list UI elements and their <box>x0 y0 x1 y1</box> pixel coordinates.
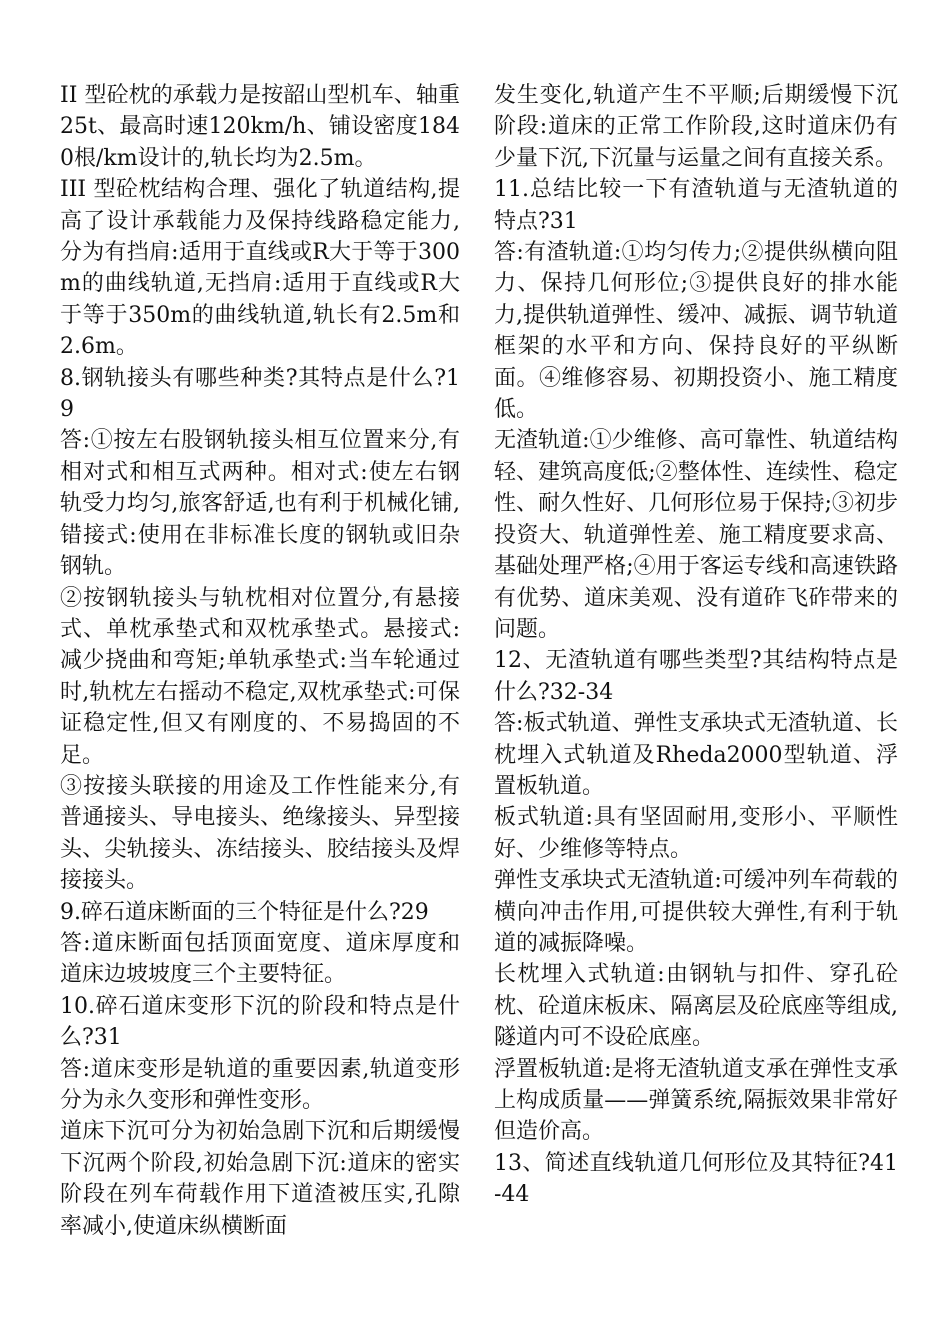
paragraph: 无渣轨道:①少维修、高可靠性、轨道结构轻、建筑高度低;②整体性、连续性、稳定性、耐久性好、几何形位易于保持;③初步投资大、轨道弹性差、施工精度要求高、基础处理严格;④用于客运专线和高速铁路有优势、道床美观、没有道砟飞砟带来的问题。 <box>494 428 898 642</box>
paragraph: III 型砼枕结构合理、强化了轨道结构,提高了设计承载能力及保持线路稳定能力, 分为有挡肩:适用于直线或R大于等于300m的曲线轨道,无挡肩:适用于直线或R大于等于350m的曲线轨道,轨长有2.5m和2.6m。 <box>60 177 481 360</box>
paragraph: 发生变化,轨道产生不平顺;后期缓慢下沉阶段:道床的正常工作阶段,这时道床仍有少量下沉,下沉量与运量之间有直接关系。 <box>494 83 898 171</box>
answer-paragraph: 答:道床断面包括顶面宽度、道床厚度和道床边坡坡度三个主要特征。 <box>60 930 460 988</box>
paragraph: 弹性支承块式无渣轨道:可缓冲列车荷载的横向冲击作用,可提供较大弹性,有利于轨道的减振降噪。 <box>494 868 898 956</box>
paragraph: 道床下沉可分为初始急剧下沉和后期缓慢下沉两个阶段,初始急剧下沉:道床的密实阶段在列车荷载作用下道渣被压实,孔隙率减小,使道床纵横断面 <box>60 1119 460 1239</box>
paragraph: ②按钢轨接头与轨枕相对位置分,有悬接式、单枕承垫式和双枕承垫式。悬接式:减少挠曲和弯矩;单轨承垫式:当车轮通过时,轨枕左右摇动不稳定,双枕承垫式:可保证稳定性,但又有刚度的、不易捣固的不足。 <box>60 585 460 768</box>
answer-paragraph: 答:①按左右股钢轨接头相互位置来分,有相对式和相互式两种。相对式:使左右钢轨受力均匀,旅客舒适,也有利于机械化铺,错接式:使用在非标准长度的钢轨或旧杂钢轨。 <box>60 428 460 580</box>
paragraph: II 型砼枕的承载力是按韶山型机车、轴重25t、最高时速120km/h、铺设密度1840根/km设计的,轨长均为2.5m。 <box>60 83 460 171</box>
question-heading: 11.总结比较一下有渣轨道与无渣轨道的特点?31 <box>494 177 898 234</box>
answer-paragraph: 答:道床变形是轨道的重要因素,轨道变形分为永久变形和弹性变形。 <box>60 1056 460 1113</box>
right-column <box>494 80 898 1211</box>
paragraph: 板式轨道:具有坚固耐用,变形小、平顺性好、少维修等特点。 <box>494 805 898 862</box>
answer-paragraph: 答:板式轨道、弹性支承块式无渣轨道、长枕埋入式轨道及Rheda2000型轨道、浮置板轨道。 <box>494 711 898 799</box>
question-heading: 13、简述直线轨道几何形位及其特征?41-44 <box>494 1150 898 1208</box>
question-heading: 12、无渣轨道有哪些类型?其结构特点是什么?32-34 <box>494 648 898 705</box>
question-heading: 10.碎石道床变形下沉的阶段和特点是什么?31 <box>60 993 460 1051</box>
left-column <box>60 80 481 1242</box>
answer-paragraph: 答:有渣轨道:①均匀传力;②提供纵横向阻力、保持几何形位;③提供良好的排水能力,提供轨道弹性、缓冲、减振、调节轨道框架的水平和方向、保持良好的平纵断面。④维修容易、初期投资小、施工精度低。 <box>494 240 898 423</box>
question-heading: 8.钢轨接头有哪些种类?其特点是什么?19 <box>60 365 460 423</box>
paragraph: ③按接头联接的用途及工作性能来分,有普通接头、导电接头、绝缘接头、异型接头、尖轨接头、冻结接头、胶结接头及焊接接头。 <box>60 773 460 894</box>
paragraph: 长枕埋入式轨道:由钢轨与扣件、穿孔砼枕、砼道床板床、隔离层及砼底座等组成,隧道内可不设砼底座。 <box>494 962 898 1051</box>
paragraph: 浮置板轨道:是将无渣轨道支承在弹性支承上构成质量——弹簧系统,隔振效果非常好但造价高。 <box>494 1056 898 1145</box>
question-heading: 9.碎石道床断面的三个特征是什么?29 <box>60 899 429 925</box>
